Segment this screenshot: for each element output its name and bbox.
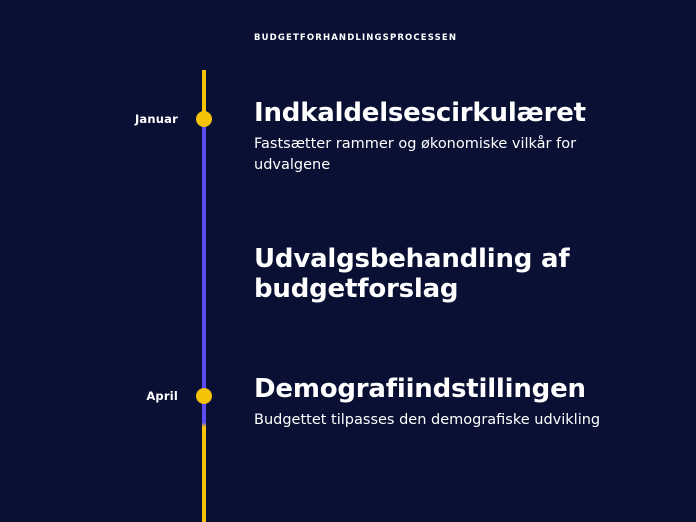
timeline-marker-april bbox=[0, 388, 178, 404]
event-title: Indkaldelsescirkulæret bbox=[254, 98, 586, 128]
event-description: Fastsætter rammer og økonomiske vilkår for udvalgene bbox=[254, 135, 577, 173]
timeline-event bbox=[254, 245, 654, 304]
timeline-marker-label: April bbox=[146, 389, 178, 403]
timeline-node-april bbox=[196, 388, 212, 404]
timeline-node-januar bbox=[196, 111, 212, 127]
event-title: Demografiindstillingen bbox=[254, 374, 586, 404]
page-title: BUDGETFORHANDLINGSPROCESSEN bbox=[254, 33, 458, 43]
timeline-event bbox=[254, 375, 654, 431]
timeline-axis bbox=[202, 70, 206, 522]
timeline-event bbox=[254, 99, 654, 176]
event-description: Budgettet tilpasses den demografiske udvikling bbox=[254, 411, 601, 428]
event-title: Udvalgsbehandling af budgetforslag bbox=[254, 244, 570, 304]
timeline-marker-label: Januar bbox=[134, 112, 178, 126]
timeline-marker-januar bbox=[0, 111, 178, 127]
